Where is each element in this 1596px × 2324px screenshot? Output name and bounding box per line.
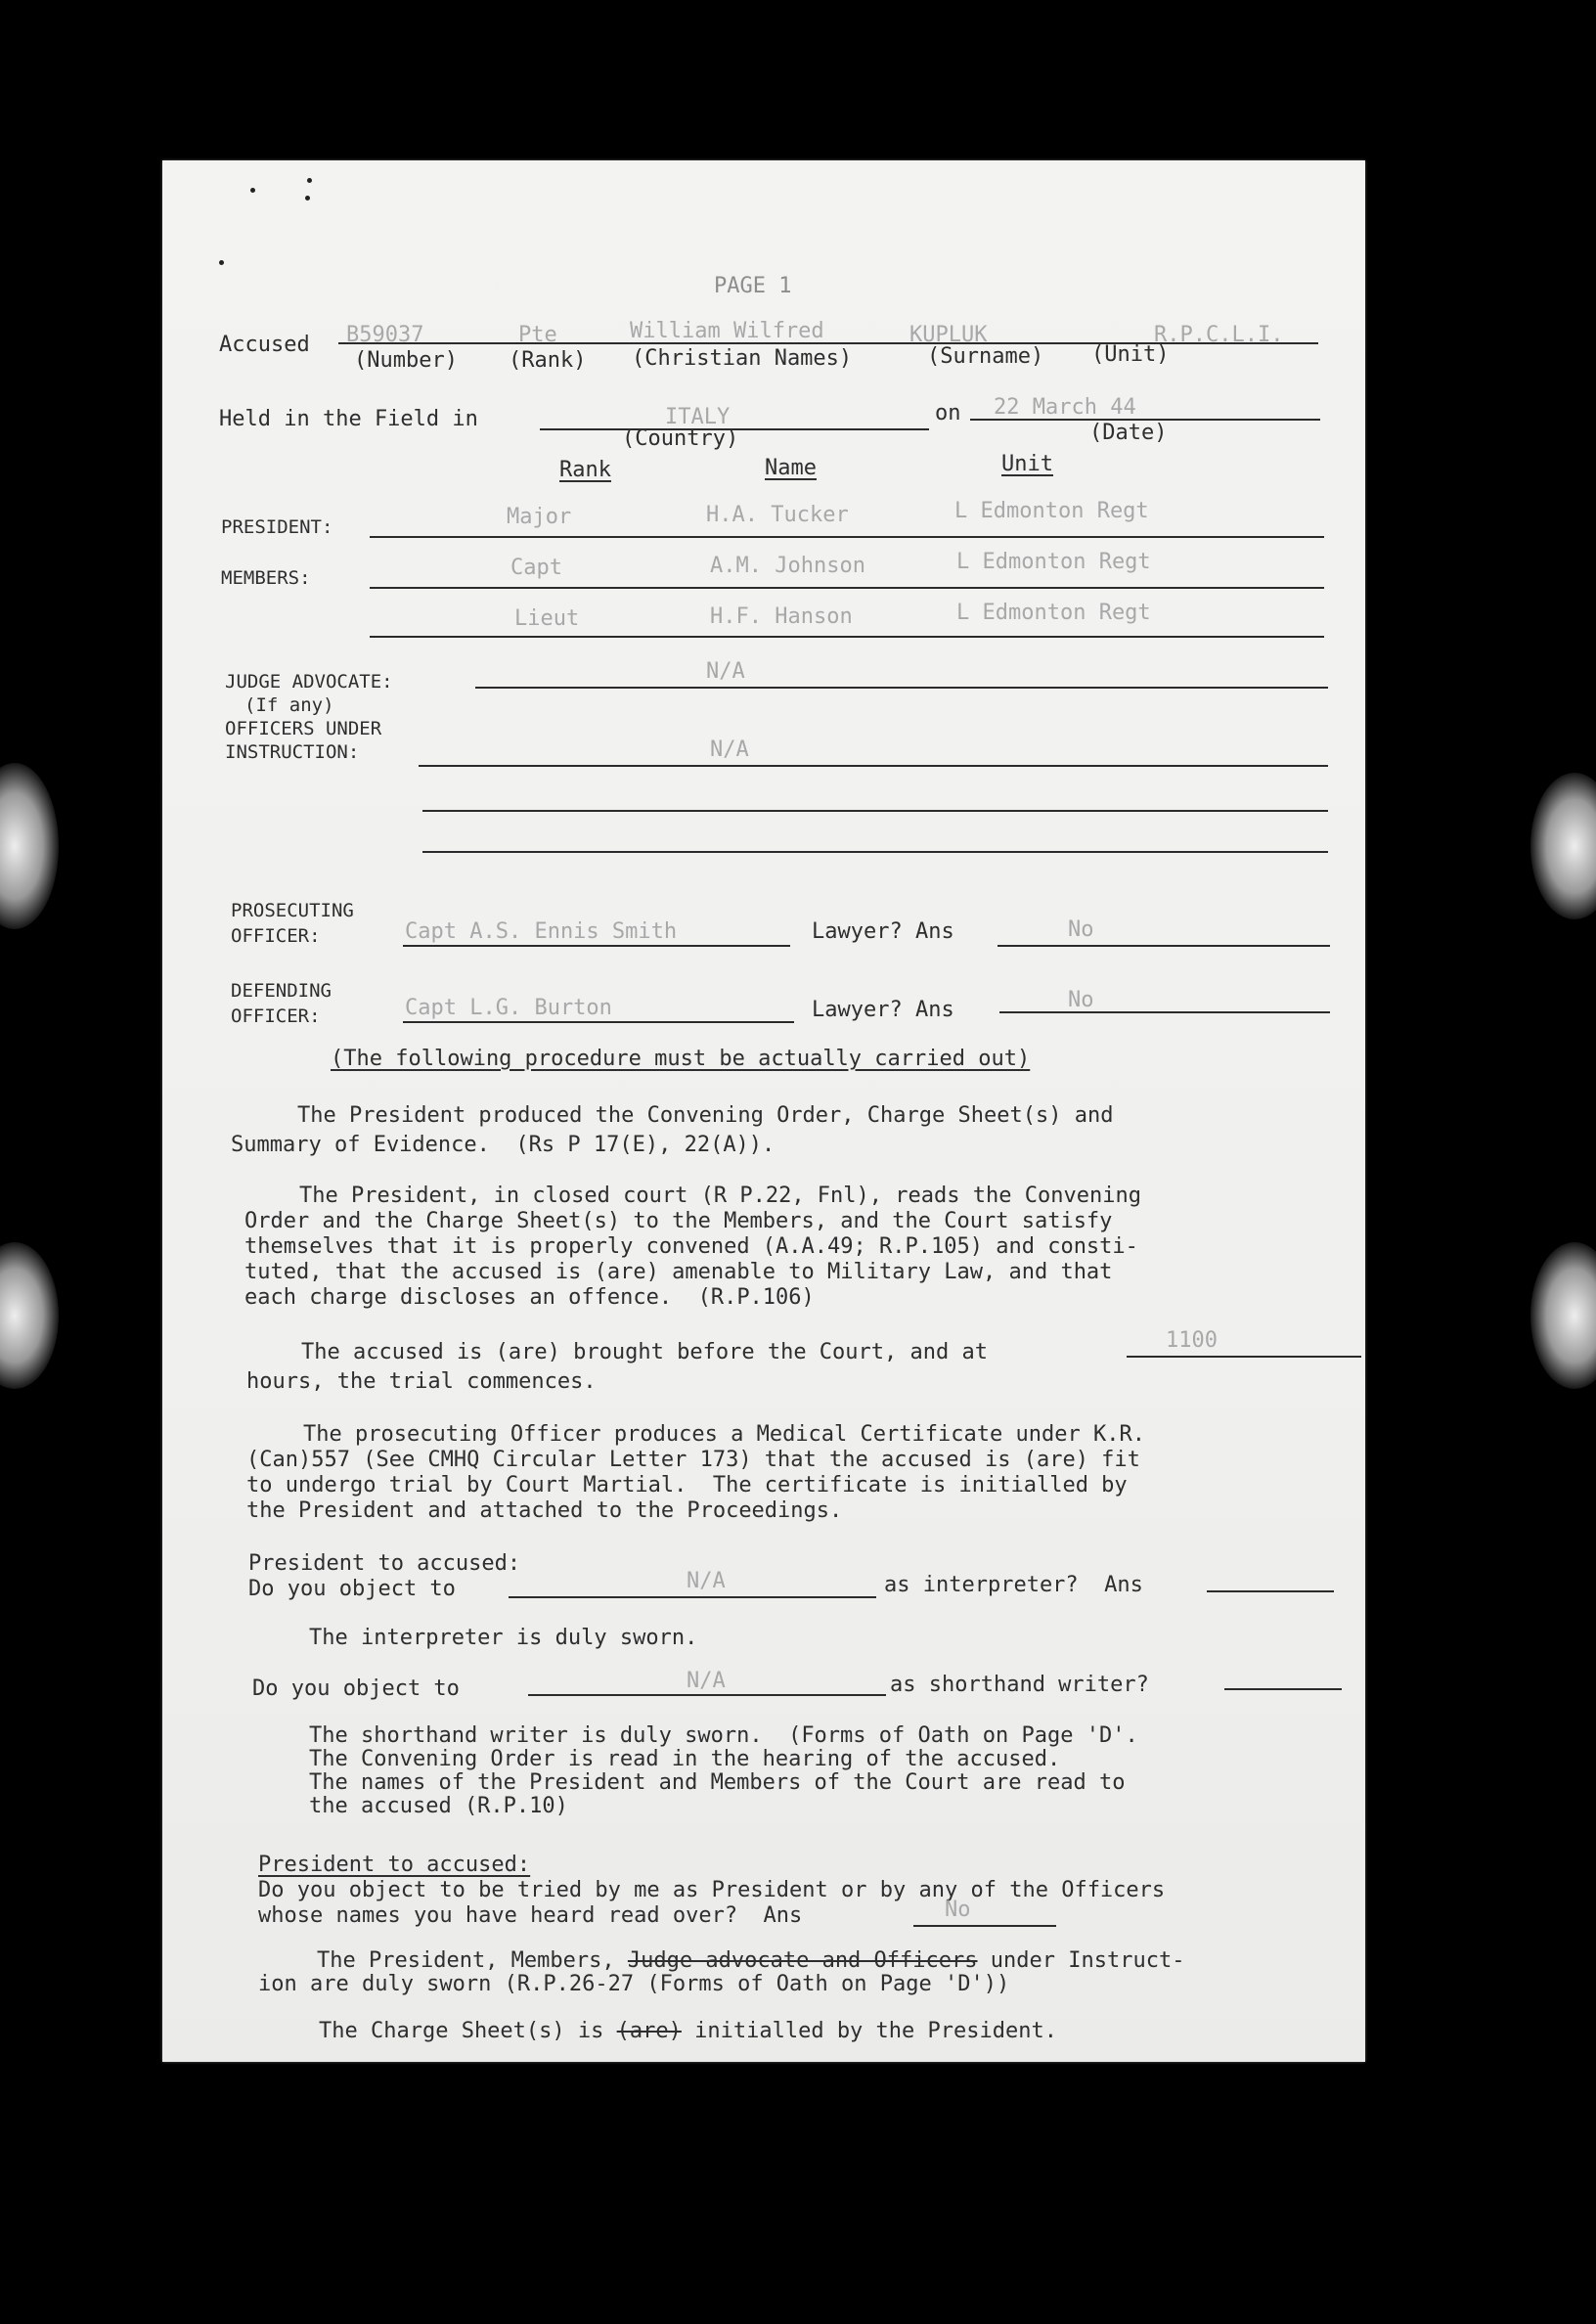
member-line-2 (370, 636, 1324, 638)
paragraph-6-line-2: ion are duly sworn (R.P.26-27 (Forms of Oath on Page 'D')) (258, 1972, 1010, 1996)
officers-instruction-line-2 (422, 810, 1328, 812)
member-1-unit: L Edmonton Regt (956, 550, 1151, 574)
prosecuting-label-2: OFFICER: (231, 925, 321, 947)
question-2-prefix: Do you object to (252, 1676, 460, 1701)
accused-christian-names: William Wilfred (630, 319, 824, 343)
defending-lawyer-line (999, 1011, 1330, 1013)
defending-label-2: OFFICER: (231, 1006, 321, 1027)
paragraph-4-line-1: The prosecuting Officer produces a Medical Certificate under K.R. (303, 1422, 1145, 1447)
defending-lawyer-value: No (1068, 988, 1094, 1012)
paragraph-5-line-2: The Convening Order is read in the hearing of the accused. (309, 1747, 1061, 1771)
member-1-rank: Capt (510, 556, 562, 580)
prosecuting-label-1: PROSECUTING (231, 900, 354, 921)
president-label: PRESIDENT: (221, 516, 333, 538)
paragraph-3-line-2: hours, the trial commences. (246, 1369, 597, 1394)
officers-instruction-label-1: OFFICERS UNDER (225, 718, 382, 739)
shorthand-value: N/A (687, 1669, 726, 1693)
paragraph-7-text-a: The Charge Sheet(s) is (319, 2019, 617, 2043)
question-3-line-2: whose names you have heard read over? Ans (258, 1903, 803, 1928)
accused-unit: R.P.C.L.I. (1154, 323, 1284, 347)
prosecuting-name: Capt A.S. Ennis Smith (405, 919, 678, 944)
paragraph-1-line-2: Summary of Evidence. (Rs P 17(E), 22(A)). (231, 1133, 776, 1157)
accused-label: Accused (219, 333, 310, 357)
page-label: PAGE 1 (714, 274, 792, 298)
prosecuting-lawyer-label: Lawyer? Ans (812, 919, 954, 944)
member-2-name: H.F. Hanson (710, 604, 853, 629)
paragraph-2-line-3: themselves that it is properly convened (A.A.49; R.P.105) and consti- (244, 1234, 1138, 1259)
document-page (162, 160, 1365, 2062)
judge-advocate-label: JUDGE ADVOCATE: (225, 671, 393, 693)
column-name: Name (765, 456, 817, 480)
punch-mark (307, 178, 312, 183)
punch-mark (219, 260, 224, 265)
member-line-1 (370, 587, 1324, 589)
scan-artifact-right-upper (1530, 773, 1596, 919)
paragraph-2-line-4: tuted, that the accused is (are) amenable to Military Law, and that (244, 1260, 1113, 1284)
trial-objection-answer: No (945, 1898, 971, 1922)
punch-mark (305, 196, 310, 201)
shorthand-answer-line (1224, 1688, 1342, 1690)
paragraph-7-text-b: initialled by the President. (681, 2019, 1057, 2043)
trial-time: 1100 (1166, 1328, 1218, 1353)
paragraph-6-text-a: The President, Members, (317, 1948, 628, 1973)
prosecuting-line (403, 945, 790, 947)
officers-instruction-value: N/A (710, 737, 749, 762)
held-country: ITALY (665, 405, 731, 429)
officers-instruction-line-3 (422, 851, 1328, 853)
president-line (370, 536, 1324, 538)
paragraph-6-text-b: under Instruct- (977, 1948, 1185, 1973)
accused-sub-number: (Number) (354, 348, 458, 373)
question-1-prefix: Do you object to (248, 1577, 456, 1601)
interpreter-line (509, 1596, 876, 1598)
paragraph-6-struck: Judge advocate and Officers (627, 1948, 978, 1973)
held-on-label: on (935, 401, 961, 425)
question-1-intro: President to accused: (248, 1551, 521, 1576)
paragraph-2-line-1: The President, in closed court (R P.22, Fnl), reads the Convening (299, 1184, 1141, 1208)
held-sub-country: (Country) (622, 426, 739, 451)
paragraph-3-line-1: The accused is (are) brought before the Court, and at (301, 1340, 988, 1364)
scan-artifact-left-upper (0, 763, 59, 929)
paragraph-4-line-4: the President and attached to the Proceedings. (246, 1498, 843, 1523)
punch-mark (250, 188, 255, 193)
accused-number: B59037 (346, 323, 424, 347)
accused-rank: Pte (518, 323, 557, 347)
paragraph-7 (319, 2019, 1057, 2044)
member-1-name: A.M. Johnson (710, 554, 865, 578)
paragraph-1-line-1: The President produced the Convening Order, Charge Sheet(s) and (297, 1103, 1114, 1128)
question-3-line-1: Do you object to be tried by me as President or by any of the Officers (258, 1878, 1166, 1902)
interpreter-answer-line (1207, 1590, 1334, 1592)
scan-artifact-right-lower (1530, 1242, 1596, 1389)
judge-advocate-sub: (If any) (244, 694, 334, 716)
question-2-suffix: as shorthand writer? (890, 1673, 1149, 1697)
prosecuting-lawyer-line (998, 945, 1330, 947)
president-rank: Major (507, 505, 572, 529)
accused-sub-surname: (Surname) (927, 344, 1044, 369)
scan-artifact-left-lower (0, 1242, 59, 1389)
officers-instruction-label-2: INSTRUCTION: (225, 741, 360, 763)
paragraph-4-line-2: (Can)557 (See CMHQ Circular Letter 173) that the accused is (are) fit (246, 1448, 1140, 1472)
held-sub-date: (Date) (1089, 421, 1168, 445)
paragraph-5-line-3: The names of the President and Members of the Court are read to (309, 1770, 1126, 1795)
column-rank: Rank (559, 458, 611, 482)
question-3-intro: President to accused: (258, 1853, 531, 1877)
shorthand-line (528, 1694, 886, 1696)
trial-objection-line (913, 1925, 1056, 1927)
interpreter-sworn: The interpreter is duly sworn. (309, 1626, 698, 1650)
defending-lawyer-label: Lawyer? Ans (812, 998, 954, 1022)
question-1-suffix: as interpreter? Ans (884, 1573, 1143, 1597)
accused-surname: KUPLUK (909, 323, 988, 347)
trial-time-line (1127, 1356, 1361, 1358)
officers-instruction-line-1 (419, 765, 1328, 767)
accused-sub-names: (Christian Names) (632, 346, 853, 371)
prosecuting-lawyer-value: No (1068, 917, 1094, 942)
interpreter-value: N/A (687, 1569, 726, 1593)
president-name: H.A. Tucker (706, 503, 849, 527)
judge-advocate-line (475, 687, 1328, 689)
member-2-unit: L Edmonton Regt (956, 601, 1151, 625)
accused-sub-rank: (Rank) (509, 348, 587, 373)
held-date: 22 March 44 (994, 395, 1136, 420)
procedure-heading: (The following procedure must be actually carried out) (331, 1047, 1031, 1071)
member-2-rank: Lieut (514, 606, 580, 631)
defending-line (403, 1021, 794, 1023)
paragraph-5-line-4: the accused (R.P.10) (309, 1794, 568, 1818)
column-unit: Unit (1001, 452, 1053, 476)
paragraph-6-line-1 (317, 1948, 1184, 1974)
paragraph-4-line-3: to undergo trial by Court Martial. The certificate is initialled by (246, 1473, 1128, 1497)
defending-name: Capt L.G. Burton (405, 996, 612, 1020)
accused-sub-unit: (Unit) (1091, 342, 1170, 367)
held-label: Held in the Field in (219, 407, 478, 431)
defending-label-1: DEFENDING (231, 980, 332, 1002)
paragraph-7-struck: (are) (616, 2019, 682, 2043)
paragraph-2-line-5: each charge discloses an offence. (R.P.106) (244, 1285, 815, 1310)
judge-advocate-value: N/A (706, 659, 745, 684)
members-label: MEMBERS: (221, 567, 311, 589)
paragraph-5-line-1: The shorthand writer is duly sworn. (Forms of Oath on Page 'D'. (309, 1723, 1138, 1748)
paragraph-2-line-2: Order and the Charge Sheet(s) to the Members, and the Court satisfy (244, 1209, 1113, 1233)
president-unit: L Edmonton Regt (954, 499, 1149, 523)
